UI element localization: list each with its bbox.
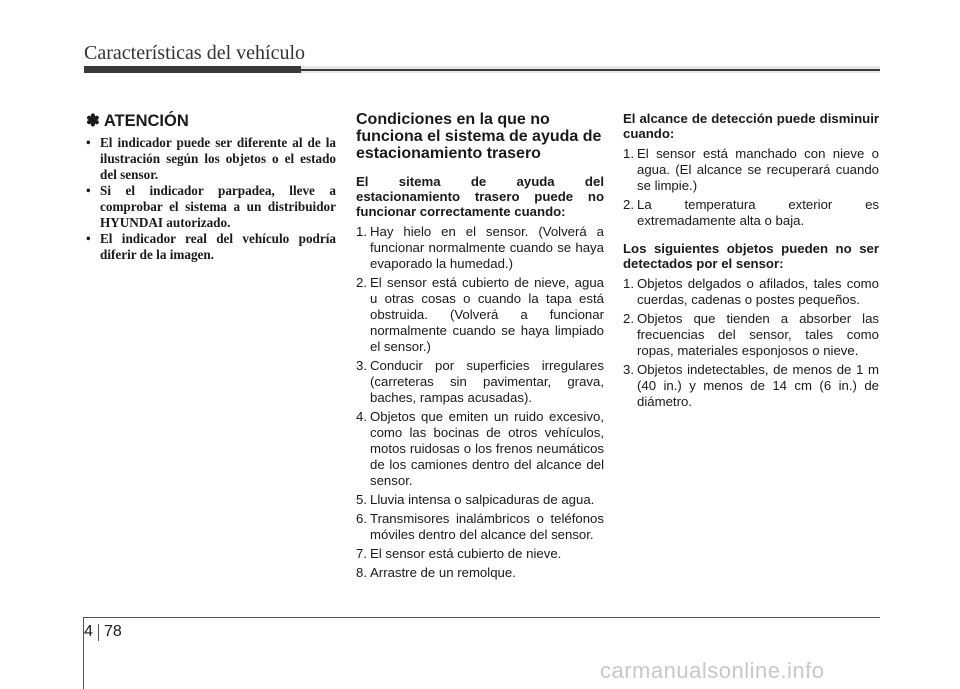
list-item: 6. Transmisores inalámbricos o teléfonos móviles dentro del alcance del sensor. bbox=[356, 511, 604, 542]
conditions-column bbox=[356, 111, 604, 584]
watermark: carmanualsonline.info bbox=[600, 658, 825, 683]
list-item: 2. El sensor está cubierto de nieve, agua u otras cosas o cuando la tapa está obstruida. (Volverá a funcionar normalmente cuando se haya limpiado el sensor.) bbox=[356, 275, 604, 354]
conditions-title: Condiciones en la que no funciona el sistema de ayuda de estacionamiento trasero bbox=[356, 111, 602, 162]
list-item: 8. Arrastre de un remolque. bbox=[356, 565, 516, 580]
undetected-list bbox=[623, 276, 879, 410]
header-rule-dark bbox=[84, 66, 301, 73]
list-item: 5. Lluvia intensa o salpicaduras de agua. bbox=[356, 492, 595, 507]
attention-heading bbox=[86, 111, 336, 131]
page-number: 78 bbox=[104, 623, 122, 640]
attention-column bbox=[86, 111, 336, 263]
attention-bullet: • Si el indicador parpadea, lleve a comprobar el sistema a un distribuidor HYUNDAI autorizado. bbox=[86, 183, 336, 230]
range-column bbox=[623, 111, 879, 413]
list-item: 3. Conducir por superficies irregulares (carreteras sin pavimentar, grava, baches, rampas acusadas). bbox=[356, 358, 604, 405]
list-item: 1. Hay hielo en el sensor. (Volverá a funcionar normalmente cuando se haya evaporado la humedad.) bbox=[356, 224, 604, 271]
list-item: 1. El sensor está manchado con nieve o agua. (El alcance se recuperará cuando se limpie.) bbox=[623, 146, 879, 193]
header-title: Características del vehículo bbox=[84, 42, 306, 64]
range-list bbox=[623, 146, 879, 229]
conditions-list bbox=[356, 224, 604, 581]
asterisk-cross-icon: ✽ bbox=[86, 112, 100, 130]
footer-rule bbox=[84, 617, 880, 618]
list-item: 3. Objetos indetectables, de menos de 1 m (40 in.) y menos de 14 cm (6 in.) de diámetro. bbox=[623, 362, 879, 409]
conditions-subheading: El sitema de ayuda del estacionamiento trasero puede no funcionar correctamente cuando: bbox=[356, 174, 604, 219]
list-item: 2. La temperatura exterior es extremadamente alta o baja. bbox=[623, 197, 879, 228]
list-item: 4. Objetos que emiten un ruido excesivo, como las bocinas de otros vehículos, motos ruidosas o los frenos neumáticos de los camiones dentro del alcance del sensor. bbox=[356, 409, 604, 488]
list-item: 1. Objetos delgados o afilados, tales como cuerdas, cadenas o postes pequeños. bbox=[623, 276, 879, 307]
footer-separator bbox=[98, 624, 99, 641]
undetected-subheading: Los siguientes objetos pueden no ser detectados por el sensor: bbox=[623, 241, 879, 271]
range-subheading: El alcance de detección puede disminuir cuando: bbox=[623, 111, 879, 141]
attention-bullet: • El indicador puede ser diferente al de la ilustración según los objetos o el estado del sensor. bbox=[86, 135, 336, 182]
header-rule-thin bbox=[301, 69, 880, 71]
header-rule bbox=[84, 66, 880, 73]
list-item: 7. El sensor está cubierto de nieve. bbox=[356, 546, 562, 561]
chapter-number: 4 bbox=[84, 623, 93, 640]
attention-bullet: • El indicador real del vehículo podría diferir de la imagen. bbox=[86, 231, 336, 262]
attention-heading-text: ATENCIÓN bbox=[103, 112, 189, 130]
attention-list bbox=[86, 135, 336, 263]
list-item: 2. Objetos que tienden a absorber las frecuencias del sensor, tales como ropas, materiales esponjosos o nieve. bbox=[623, 311, 879, 358]
